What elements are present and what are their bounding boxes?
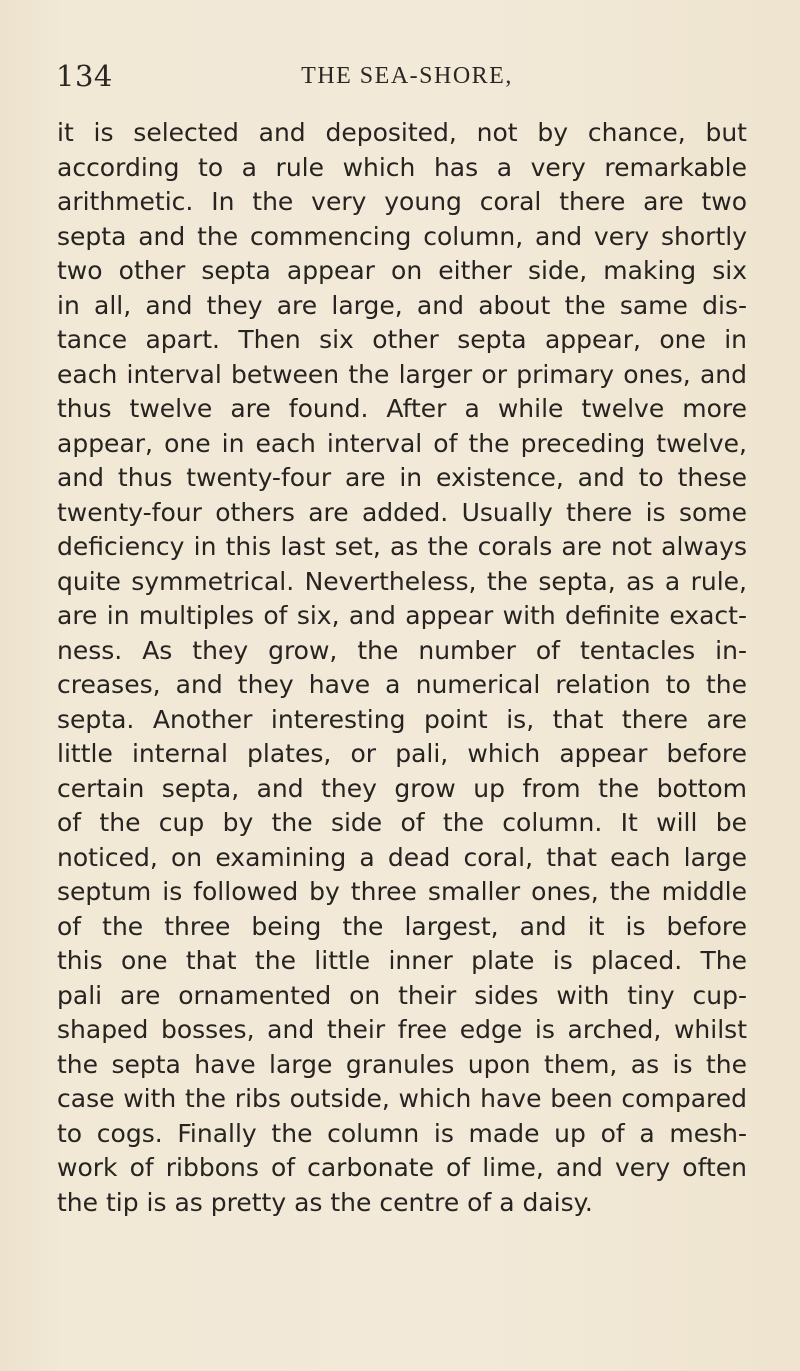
text-line: twenty-four others are added. Usually there is some (57, 497, 747, 527)
text-line: each interval between the larger or primary ones, and (57, 359, 747, 389)
text-line: to cogs. Finally the column is made up of a mesh- (57, 1118, 747, 1148)
text-line: it is selected and deposited, not by chance, but (57, 118, 747, 147)
text-line: noticed, on examining a dead coral, that each large (57, 842, 747, 872)
text-line: and thus twenty-four are in existence, and to these (57, 463, 747, 492)
text-line: ness. As they grow, the number of tentacles in- (57, 635, 747, 665)
text-line: this one that the little inner plate is placed. The (57, 946, 747, 975)
text-line: of the cup by the side of the column. It will be (57, 808, 747, 837)
text-line: case with the ribs outside, which have been compared (57, 1084, 747, 1113)
text-line: of the three being the largest, and it is before (57, 911, 747, 941)
text-line: deficiency in this last set, as the corals are not always (57, 532, 747, 561)
text-line: certain septa, and they grow up from the bottom (57, 773, 747, 803)
text-line: quite symmetrical. Nevertheless, the septa, as a rule, (57, 566, 747, 596)
text-line: little internal plates, or pali, which appear before (57, 739, 747, 768)
text-line: are in multiples of six, and appear with definite exact- (57, 601, 747, 630)
text-line: the septa have large granules upon them, as is the (57, 1049, 747, 1079)
text-line: thus twelve are found. After a while twelve more (57, 394, 747, 423)
text-line: septum is followed by three smaller ones, the middle (57, 877, 747, 906)
page-number: 134 (56, 59, 113, 93)
text-line: appear, one in each interval of the preceding twelve, (57, 428, 747, 458)
text-line: shaped bosses, and their free edge is arched, whilst (57, 1015, 747, 1044)
text-line: pali are ornamented on their sides with tiny cup- (57, 980, 747, 1010)
text-line: arithmetic. In the very young coral there are two (57, 187, 747, 216)
text-line: tance apart. Then six other septa appear, one in (57, 325, 747, 354)
body-paragraph (57, 116, 747, 1220)
text-line: two other septa appear on either side, making six (57, 256, 747, 285)
text-line: in all, and they are large, and about the same dis- (57, 290, 747, 320)
text-line: septa. Another interesting point is, that there are (57, 704, 747, 734)
text-line: work of ribbons of carbonate of lime, and very often (57, 1153, 747, 1182)
running-head: THE SEA-SHORE, (301, 63, 513, 89)
page-header (56, 56, 748, 96)
text-line-last: the tip is as pretty as the centre of a daisy. (57, 1187, 593, 1217)
text-line: according to a rule which has a very remarkable (57, 152, 747, 182)
text-line: septa and the commencing column, and very shortly (57, 221, 747, 251)
text-line: creases, and they have a numerical relation to the (57, 670, 747, 699)
